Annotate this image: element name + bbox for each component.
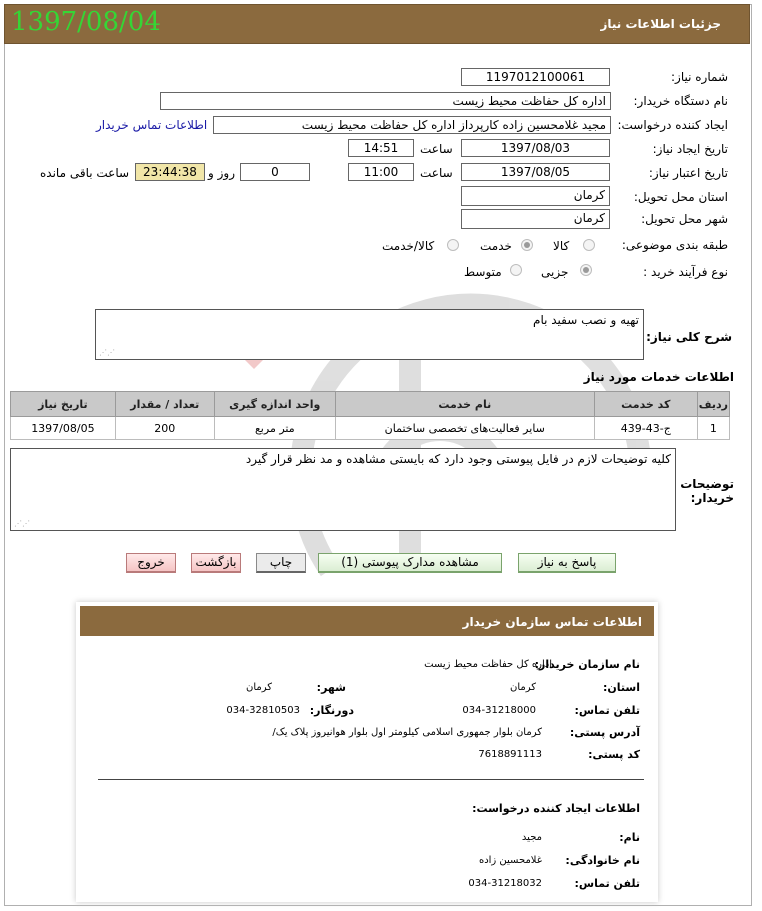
print-button[interactable]: چاپ (256, 553, 306, 573)
creator-family-value: غلامحسین زاده (478, 855, 542, 866)
description-textarea[interactable] (95, 309, 644, 360)
title-bar (4, 4, 750, 44)
creator-phone-value: 034-31218032 (468, 878, 542, 889)
province-field[interactable]: کرمان (461, 186, 610, 206)
col-header-unit: واحد اندازه گیری (214, 392, 335, 417)
requester-field[interactable]: مجید غلامحسین زاده کارپرداز اداره کل حفاظت محیط زیست (213, 116, 611, 134)
contact-province-label: استان: (603, 681, 640, 694)
col-header-service-name: نام خدمت (335, 392, 594, 417)
process-radio-minor[interactable] (580, 264, 592, 276)
contact-org-value: اداره کل حفاظت محیط زیست (424, 659, 552, 670)
contact-address-label: آدرس پستی: (569, 726, 640, 739)
category-radio-goods[interactable] (583, 239, 595, 251)
contact-province-value: کرمان (509, 682, 536, 693)
header-date: 1397/08/04 (11, 7, 161, 37)
category-label: طبقه بندی موضوعی: (621, 238, 728, 252)
contact-postal-label: کد پستی: (588, 748, 640, 761)
created-time-field[interactable]: 14:51 (348, 139, 414, 157)
process-option-minor: جزیی (541, 265, 569, 279)
category-radio-service[interactable] (521, 239, 533, 251)
process-option-medium: متوسط (464, 265, 502, 279)
table-row[interactable] (11, 417, 730, 440)
category-option-goods-service: کالا/خدمت (382, 239, 435, 253)
created-date-field[interactable]: 1397/08/03 (461, 139, 610, 157)
buyer-notes-label: توضیحات خریدار: (680, 477, 734, 505)
page-title: جزئیات اطلاعات نیاز (600, 17, 721, 31)
valid-time-field[interactable]: 11:00 (348, 163, 414, 181)
services-table (10, 391, 730, 440)
cell-service-name: سایر فعالیت‌های تخصصی ساختمان (335, 417, 594, 440)
buyer-org-label: نام دستگاه خریدار: (633, 94, 728, 108)
cell-need-date: 1397/08/05 (11, 417, 116, 440)
contact-phone-value: 034-31218000 (462, 705, 536, 716)
contact-org-label: نام سازمان خریدار: (534, 658, 640, 671)
contact-postal-value: 7618891113 (478, 749, 542, 760)
created-time-label: ساعت (420, 142, 453, 156)
contact-fax-label: دورنگار: (309, 704, 354, 717)
contact-city-label: شهر: (316, 681, 346, 694)
cell-service-code: ج-43-439 (594, 417, 697, 440)
description-text: تهیه و نصب سفید بام (533, 313, 639, 327)
category-option-goods: کالا (553, 239, 570, 253)
view-attachments-button[interactable]: مشاهده مدارک پیوستی (1) (318, 553, 502, 573)
col-header-service-code: کد خدمت (594, 392, 697, 417)
cell-quantity: 200 (115, 417, 214, 440)
resize-grip-icon[interactable]: ⋰⋰ (99, 348, 115, 357)
buyer-contact-link[interactable]: اطلاعات تماس خریدار (96, 118, 208, 132)
contact-divider (98, 779, 644, 780)
valid-date-field[interactable]: 1397/08/05 (461, 163, 610, 181)
created-date-label: تاریخ ایجاد نیاز: (652, 142, 728, 156)
requester-label: ایجاد کننده درخواست: (617, 118, 728, 132)
cell-row-number: 1 (697, 417, 729, 440)
countdown-field: 23:44:38 (135, 163, 205, 181)
remaining-label: ساعت باقی مانده (40, 166, 130, 180)
process-label: نوع فرآیند خرید : (643, 265, 728, 279)
resize-grip-icon[interactable]: ⋰⋰ (14, 519, 30, 528)
col-header-row-number: ردیف (697, 392, 729, 417)
buyer-org-field[interactable]: اداره کل حفاظت محیط زیست (160, 92, 611, 110)
contact-panel-header (80, 606, 654, 636)
remaining-days-field: 0 (240, 163, 310, 181)
creator-section-title: اطلاعات ایجاد کننده درخواست: (472, 802, 640, 815)
creator-name-label: نام: (619, 831, 640, 844)
process-radio-medium[interactable] (510, 264, 522, 276)
contact-fax-value: 034-32810503 (226, 705, 300, 716)
services-section-title: اطلاعات خدمات مورد نیاز (583, 370, 734, 384)
description-label: شرح کلی نیاز: (646, 330, 732, 344)
col-header-quantity: تعداد / مقدار (115, 392, 214, 417)
contact-city-value: کرمان (245, 682, 272, 693)
category-radio-goods-service[interactable] (447, 239, 459, 251)
contact-address-value: کرمان بلوار جمهوری اسلامی کیلومتر اول بلوار هوانیروز پلاک یک/ (272, 727, 542, 738)
valid-date-label: تاریخ اعتبار نیاز: (648, 166, 728, 180)
creator-name-value: مجید (521, 832, 542, 843)
buyer-contact-panel (76, 602, 658, 902)
reply-button[interactable]: پاسخ به نیاز (518, 553, 616, 573)
col-header-need-date: تاریخ نیاز (11, 392, 116, 417)
contact-phone-label: تلفن تماس: (574, 704, 640, 717)
valid-time-label: ساعت (420, 166, 453, 180)
creator-family-label: نام خانوادگی: (565, 854, 640, 867)
city-label: شهر محل تحویل: (641, 212, 728, 226)
cell-unit: متر مربع (214, 417, 335, 440)
need-number-label: شماره نیاز: (671, 70, 728, 84)
need-number-field[interactable]: 1197012100061 (461, 68, 610, 86)
back-button[interactable]: بازگشت (191, 553, 241, 573)
contact-panel-title: اطلاعات تماس سازمان خریدار (462, 615, 642, 629)
creator-phone-label: تلفن تماس: (574, 877, 640, 890)
buyer-notes-text: کلیه توضیحات لازم در فایل پیوستی وجود دارد که بایستی مشاهده و مد نظر قرار گیرد (245, 452, 671, 466)
city-field[interactable]: کرمان (461, 209, 610, 229)
category-option-service: خدمت (480, 239, 512, 253)
province-label: استان محل تحویل: (633, 190, 728, 204)
exit-button[interactable]: خروج (126, 553, 176, 573)
buyer-notes-textarea[interactable] (10, 448, 676, 531)
days-label: روز و (208, 166, 235, 180)
table-header-row (11, 392, 730, 417)
